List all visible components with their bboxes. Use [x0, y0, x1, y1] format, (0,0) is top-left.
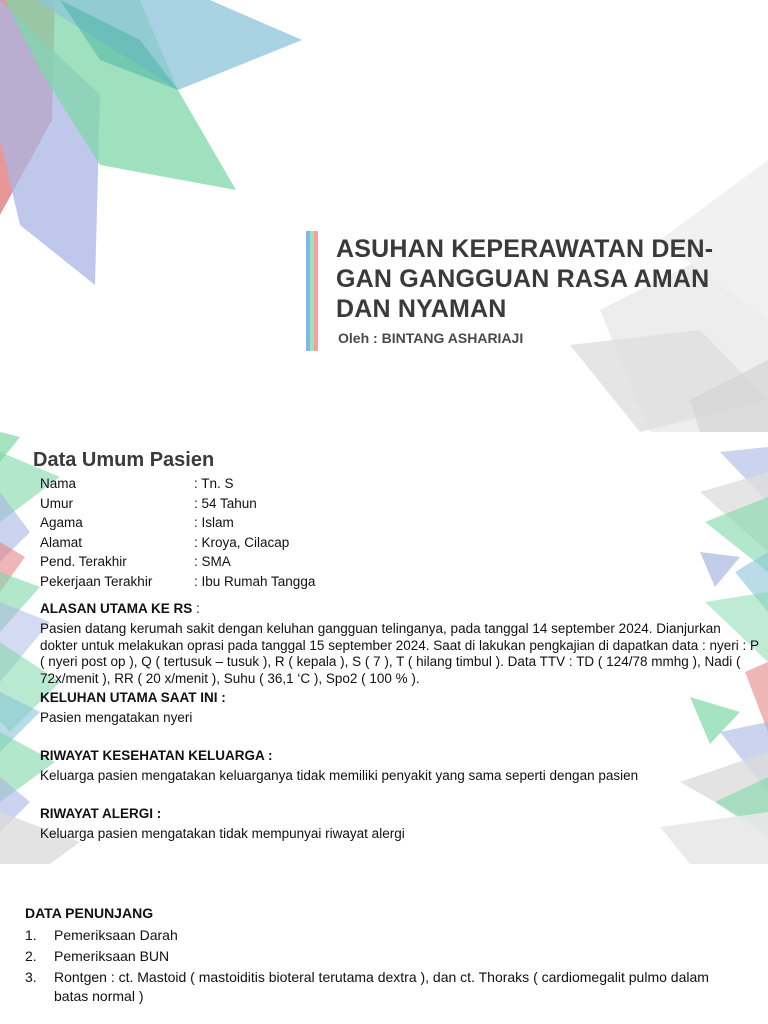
info-label: Alamat: [40, 534, 83, 550]
list-item: [25, 968, 745, 1006]
info-label: Pend. Terakhir: [40, 554, 127, 569]
presentation-title: [336, 234, 736, 324]
author-name: BINTANG ASHARIAJI: [381, 330, 524, 346]
list-number: 2.: [25, 948, 37, 964]
allergy-heading: RIWAYAT ALERGI :: [40, 806, 162, 821]
list-text: Pemeriksaan BUN: [54, 948, 170, 964]
supporting-data-slide: [0, 864, 768, 1024]
list-text: Rontgen : ct. Mastoid ( mastoiditis bioteral terutama dextra ), dan ct. Thoraks ( cardiomegalit pulmo dalam batas normal ): [54, 969, 709, 1004]
author-label: Oleh :: [338, 330, 378, 346]
list-text: Pemeriksaan Darah: [54, 927, 178, 943]
info-value: : Ibu Rumah Tangga: [194, 573, 316, 589]
title-line: ASUHAN KEPERAWATAN DEN-: [336, 235, 714, 263]
info-label: Umur: [40, 495, 73, 511]
family-history-heading: RIWAYAT KESEHATAN KELUARGA :: [40, 748, 273, 763]
info-value: : Kroya, Cilacap: [194, 534, 290, 550]
patient-info-table: [40, 474, 315, 591]
title-line: DAN NYAMAN: [336, 295, 507, 323]
supporting-data-heading: DATA PENUNJANG: [25, 905, 154, 921]
info-row: [40, 513, 315, 533]
info-label: Agama: [40, 515, 83, 530]
list-item: [25, 926, 745, 945]
info-value: : Islam: [194, 515, 234, 530]
reason-heading: [40, 600, 200, 618]
supporting-data-list: [25, 926, 745, 1008]
section-heading: Data Umum Pasien: [33, 449, 215, 471]
complaint-text: Pasien mengatakan nyeri: [40, 710, 193, 725]
info-row: [40, 494, 315, 514]
family-history-text: Keluarga pasien mengatakan keluarganya tidak memiliki penyakit yang sama seperti dengan pasien: [40, 768, 639, 783]
decorative-shapes: [0, 0, 768, 432]
patient-data-slide: [0, 432, 768, 864]
reason-heading-colon: :: [192, 601, 200, 616]
info-value: : SMA: [194, 554, 231, 569]
author-line: [338, 330, 523, 346]
info-row: [40, 474, 315, 494]
title-line: GAN GANGGUAN RASA AMAN: [336, 265, 710, 293]
allergy-text: Keluarga pasien mengatakan tidak mempunyai riwayat alergi: [40, 826, 405, 841]
list-number: 1.: [25, 927, 37, 943]
title-slide: [0, 0, 768, 432]
info-row: [40, 572, 315, 592]
info-row: [40, 552, 315, 572]
info-label: Pekerjaan Terakhir: [40, 573, 153, 589]
info-row: [40, 533, 315, 553]
complaint-heading: KELUHAN UTAMA SAAT INI :: [40, 690, 226, 705]
info-label: Nama: [40, 476, 77, 491]
title-accent-bar: [306, 231, 318, 351]
reason-text: Pasien datang kerumah sakit dengan keluhan gangguan telinganya, pada tanggal 14 september 2024. Dianjurkan dokter untuk melakukan oprasi pada tanggal 15 september 2024. Saat di lakukan pengkajian di dapatkan data : nyeri : P ( nyeri post op ), Q ( tertusuk – tusuk ), R ( kepala ), S ( 7 ), T ( hilang timbul ). Data TTV : TD ( 124/78 mmhg ), Nadi ( 72x/menit ), RR ( 20 x/menit ), Suhu ( 36,1 ‘C ), Spo2 ( 100 % ).: [40, 621, 759, 686]
list-number: 3.: [25, 969, 37, 985]
list-item: [25, 947, 745, 966]
info-value: : 54 Tahun: [194, 495, 257, 511]
reason-heading-text: ALASAN UTAMA KE RS: [40, 601, 193, 616]
info-value: : Tn. S: [194, 476, 234, 491]
